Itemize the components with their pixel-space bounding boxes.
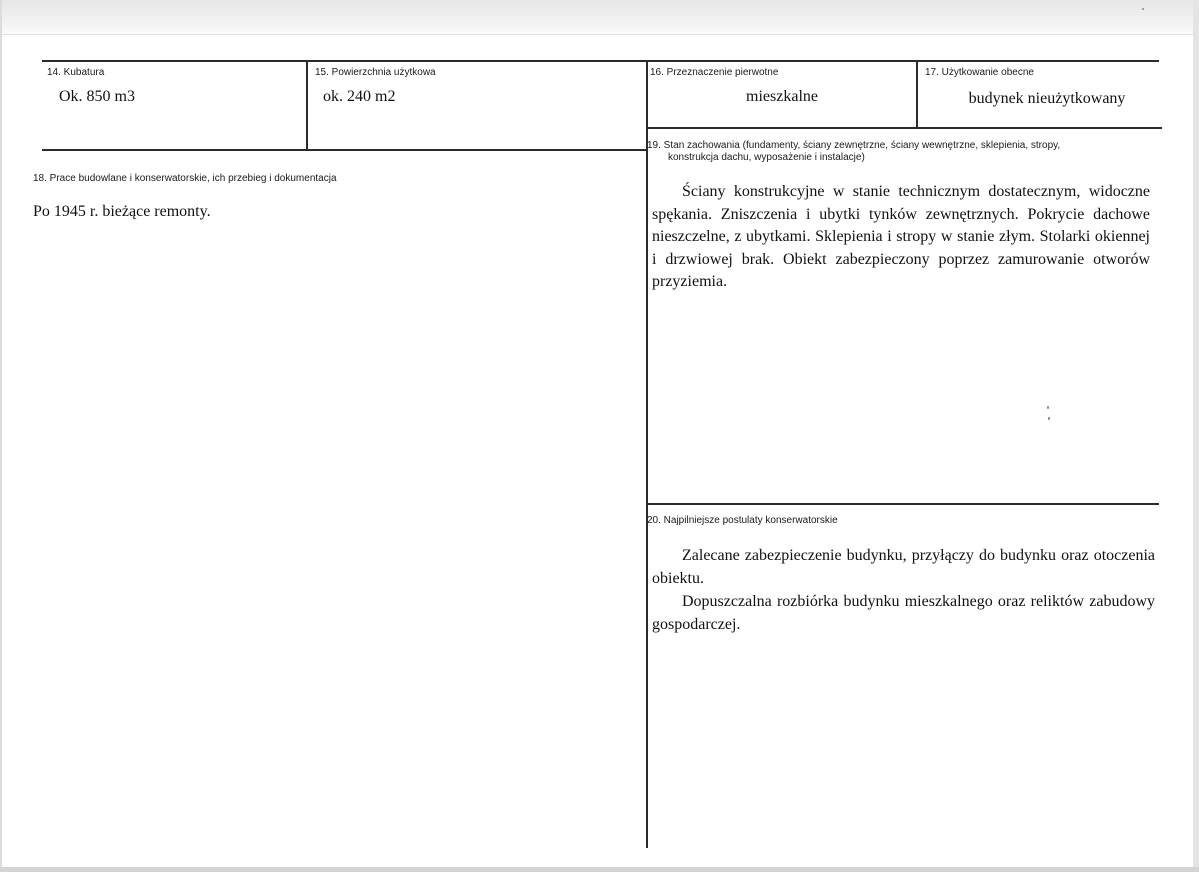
field-20-label: 20. Najpilniejsze postulaty konserwatorskie [647, 515, 838, 526]
field-16-value: mieszkalne [746, 88, 818, 105]
rule-under-14-15 [42, 149, 647, 151]
field-19-paragraph: Ściany konstrukcyjne w stanie technicznym dostatecznym, widoczne spękania. Zniszczenia i ubytki tynków zewnętrznych. Pokrycie dachowe nieszczelne, z ubytkami. Sklepienia i stropy w stanie złym. Stolarki okiennej i drzwiowej brak. Obiekt zabezpieczony poprzez zamurowanie otworów przyziemia. [652, 183, 1150, 290]
field-20-paragraph-1: Zalecane zabezpieczenie budynku, przyłączy do budynku oraz otoczenia obiektu. [652, 547, 1155, 587]
field-18-value: Po 1945 r. bieżące remonty. [33, 203, 211, 220]
scan-speck [1047, 406, 1049, 409]
scan-bottom-edge [0, 867, 1199, 872]
rule-under-16-17 [647, 127, 1162, 129]
field-19-label-line1: 19. Stan zachowania (fundamenty, ściany zewnętrzne, ściany wewnętrzne, sklepienia, stropy, [647, 140, 1061, 151]
field-14-value: Ok. 850 m3 [59, 88, 135, 105]
field-19-text [652, 181, 1150, 294]
rule-under-19 [647, 503, 1159, 505]
field-14-label: 14. Kubatura [47, 67, 105, 78]
scan-left-edge [0, 0, 2, 872]
field-16-label: 16. Przeznaczenie pierwotne [650, 67, 779, 78]
scan-speck [1142, 8, 1144, 10]
field-20-text [652, 545, 1155, 636]
field-20-paragraph-2: Dopuszczalna rozbiórka budynku mieszkalnego oraz reliktów zabudowy gospodarczej. [652, 593, 1155, 633]
field-15-label: 15. Powierzchnia użytkowa [315, 67, 436, 78]
field-15-value: ok. 240 m2 [323, 88, 396, 105]
field-17-value: budynek nieużytkowany [968, 90, 1126, 107]
field-18-label: 18. Prace budowlane i konserwatorskie, ich przebieg i dokumentacja [33, 173, 337, 184]
scan-right-edge [1193, 0, 1199, 872]
divider-14-15 [306, 61, 308, 150]
scan-top-edge [0, 0, 1199, 35]
rule-top [42, 60, 1159, 62]
scan-speck [1048, 417, 1050, 420]
field-17-label: 17. Użytkowanie obecne [925, 67, 1034, 78]
field-19-label-line2: konstrukcja dachu, wyposażenie i instalacje) [668, 152, 865, 163]
divider-main [646, 61, 648, 848]
